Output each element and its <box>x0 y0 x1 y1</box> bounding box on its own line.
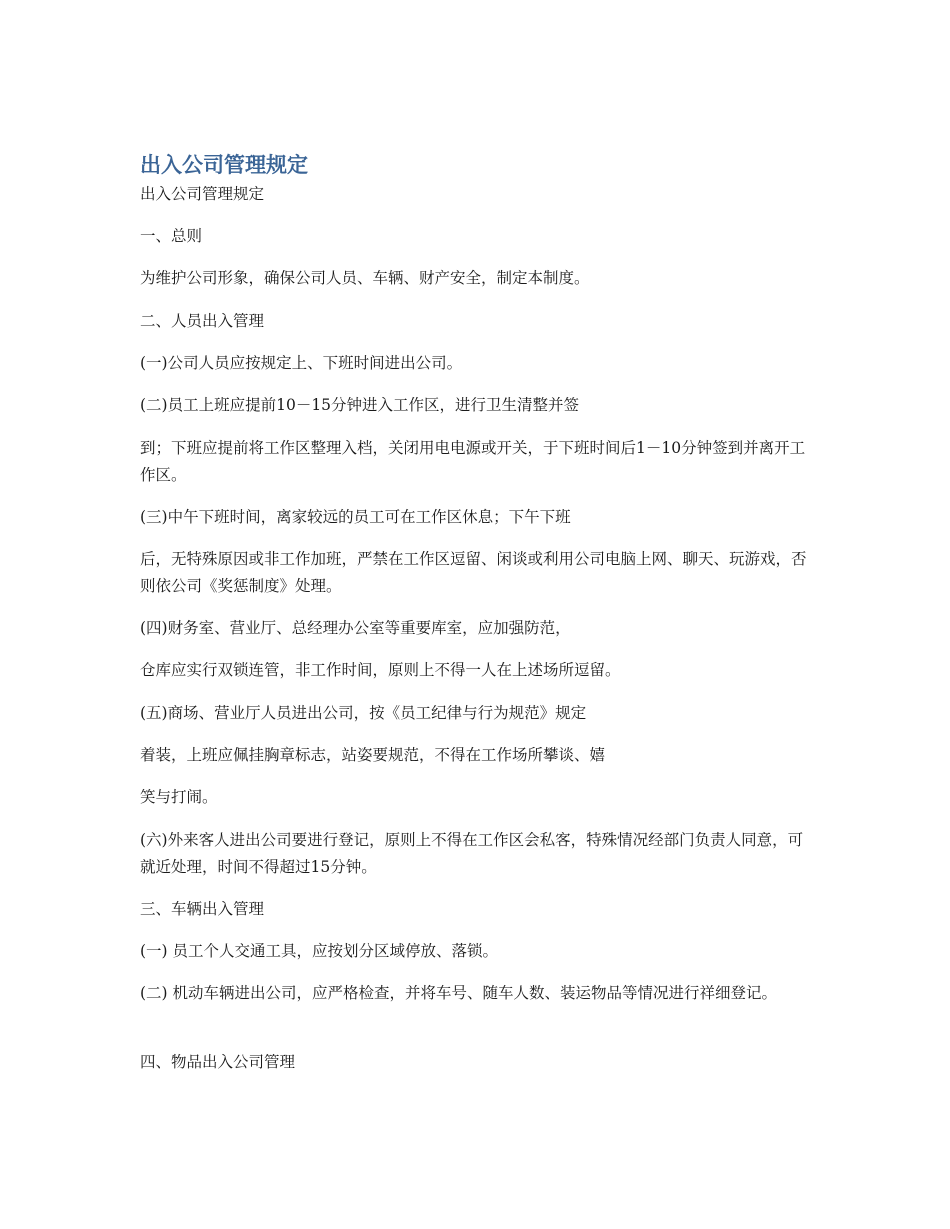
paragraph: (四)财务室、营业厅、总经理办公室等重要库室，应加强防范， <box>140 619 571 637</box>
section-heading-vehicles: 三、车辆出入管理 <box>140 900 265 918</box>
document-title: 出入公司管理规定 <box>140 153 308 177</box>
section-heading-goods: 四、物品出入公司管理 <box>140 1053 296 1071</box>
paragraph: 后，无特殊原因或非工作加班，严禁在工作区逗留、闲谈或利用公司电脑上网、聊天、玩游戏，否则依公司《奖惩制度》处理。 <box>140 550 807 595</box>
section-heading-general: 一、总则 <box>140 227 203 245</box>
paragraph: (二) 机动车辆进出公司，应严格检查，并将车号、随车人数、装运物品等情况进行祥细登记。 <box>140 984 778 1002</box>
paragraph: (一)公司人员应按规定上、下班时间进出公司。 <box>140 354 463 372</box>
paragraph: (一) 员工个人交通工具，应按划分区域停放、落锁。 <box>140 942 499 960</box>
paragraph: 笑与打闹。 <box>140 788 218 806</box>
paragraph-subtitle: 出入公司管理规定 <box>140 185 265 203</box>
paragraph: 着装，上班应佩挂胸章标志，站姿要规范，不得在工作场所攀谈、嬉 <box>140 746 606 764</box>
section-heading-personnel: 二、人员出入管理 <box>140 312 265 330</box>
paragraph: (六)外来客人进出公司要进行登记，原则上不得在工作区会私客，特殊情况经部门负责人同意，可就近处理，时间不得超过15分钟。 <box>140 831 804 876</box>
paragraph: (五)商场、营业厅人员进出公司，按《员工纪律与行为规范》规定 <box>140 704 587 722</box>
paragraph: 为维护公司形象，确保公司人员、车辆、财产安全，制定本制度。 <box>140 269 590 287</box>
paragraph: (三)中午下班时间，离家较远的员工可在工作区休息；下午下班 <box>140 508 571 526</box>
paragraph: 到；下班应提前将工作区整理入档，关闭用电电源或开关，于下班时间后1－10分钟签到并离开工作区。 <box>140 439 806 484</box>
paragraph: 仓库应实行双锁连管，非工作时间，原则上不得一人在上述场所逗留。 <box>140 661 621 679</box>
paragraph: (二)员工上班应提前10－15分钟进入工作区，进行卫生清整并签 <box>140 396 580 414</box>
